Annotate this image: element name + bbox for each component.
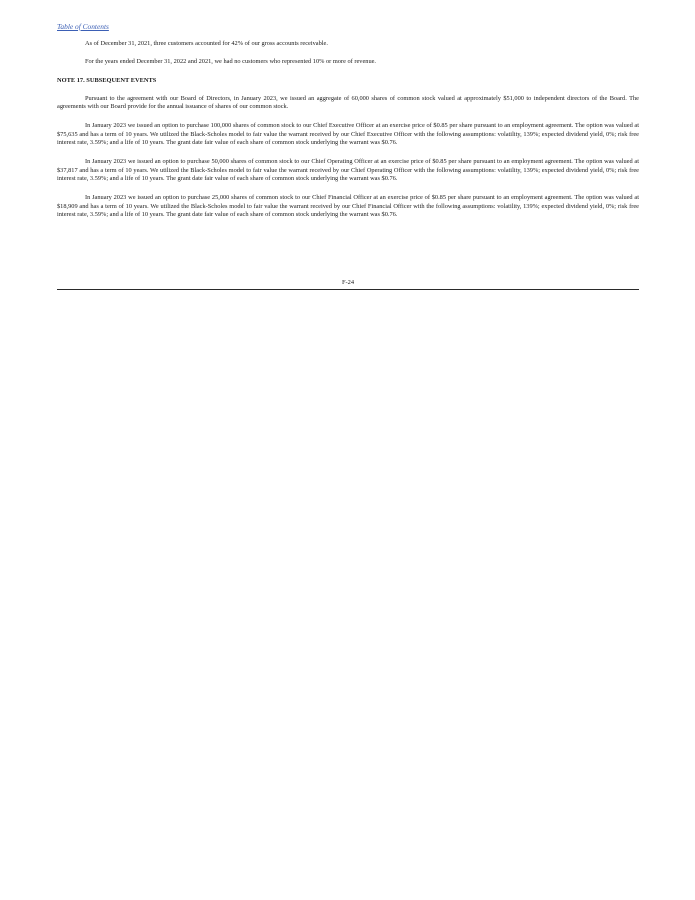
footer-divider <box>57 289 639 290</box>
paragraph-ceo-option: In January 2023 we issued an option to purchase 100,000 shares of common stock to our Chief Executive Officer at an exercise price of $0.85 per share pursuant to an employment agreement. The option was valued at $75,635 and has a term of 10 years. We utilized the Black-Scholes model to fair value the warrant received by our Chief Executive Officer with the following assumptions: volatility, 139%; expected dividend yield, 0%; risk free interest rate, 3.59%; and a life of 10 years. The grant date fair value of each share of common stock underlying the warrant was $0.76. <box>57 122 639 147</box>
page-number: F-24 <box>341 279 355 286</box>
document-page <box>57 22 639 219</box>
paragraph-coo-option: In January 2023 we issued an option to purchase 50,000 shares of common stock to our Chief Operating Officer at an exercise price of $0.85 per share pursuant to an employment agreement. The option was valued at $37,817 and has a term of 10 years. We utilized the Black-Scholes model to fair value the warrant received by our Chief Operating Officer with the following assumptions: volatility, 139%; expected dividend yield, 0%; risk free interest rate, 3.59%; and a life of 10 years. The grant date fair value of each share of common stock underlying the warrant was $0.76. <box>57 158 639 182</box>
paragraph-customers-revenue: For the years ended December 31, 2022 and 2021, we had no customers who represented 10% or more of revenue. <box>85 58 377 66</box>
table-of-contents-link[interactable]: Table of Contents <box>57 22 109 31</box>
paragraph-board-shares: Pursuant to the agreement with our Board of Directors, in January 2023, we issued an aggregate of 60,000 shares of common stock valued at approximately $51,000 to independent directors of the Board. The agreements with our Board provide for the annual issuance of shares of our common stock. <box>57 94 639 111</box>
note-17-heading: NOTE 17. SUBSEQUENT EVENTS <box>57 76 157 84</box>
paragraph-cfo-option: In January 2023 we issued an option to purchase 25,000 shares of common stock to our Chief Financial Officer at an exercise price of $0.85 per share pursuant to an employment agreement. The option was valued at $18,909 and has a term of 10 years. We utilized the Black-Scholes model to fair value the warrant received by our Chief Financial Officer with the following assumptions: volatility, 139%; expected dividend yield, 0%; risk free interest rate, 3.59%; and a life of 10 years. The grant date fair value of each share of common stock underlying the warrant was $0.76. <box>57 194 639 218</box>
paragraph-customers-receivable: As of December 31, 2021, three customers accounted for 42% of our gross accounts receivable. <box>85 40 328 47</box>
page-footer <box>57 279 639 290</box>
